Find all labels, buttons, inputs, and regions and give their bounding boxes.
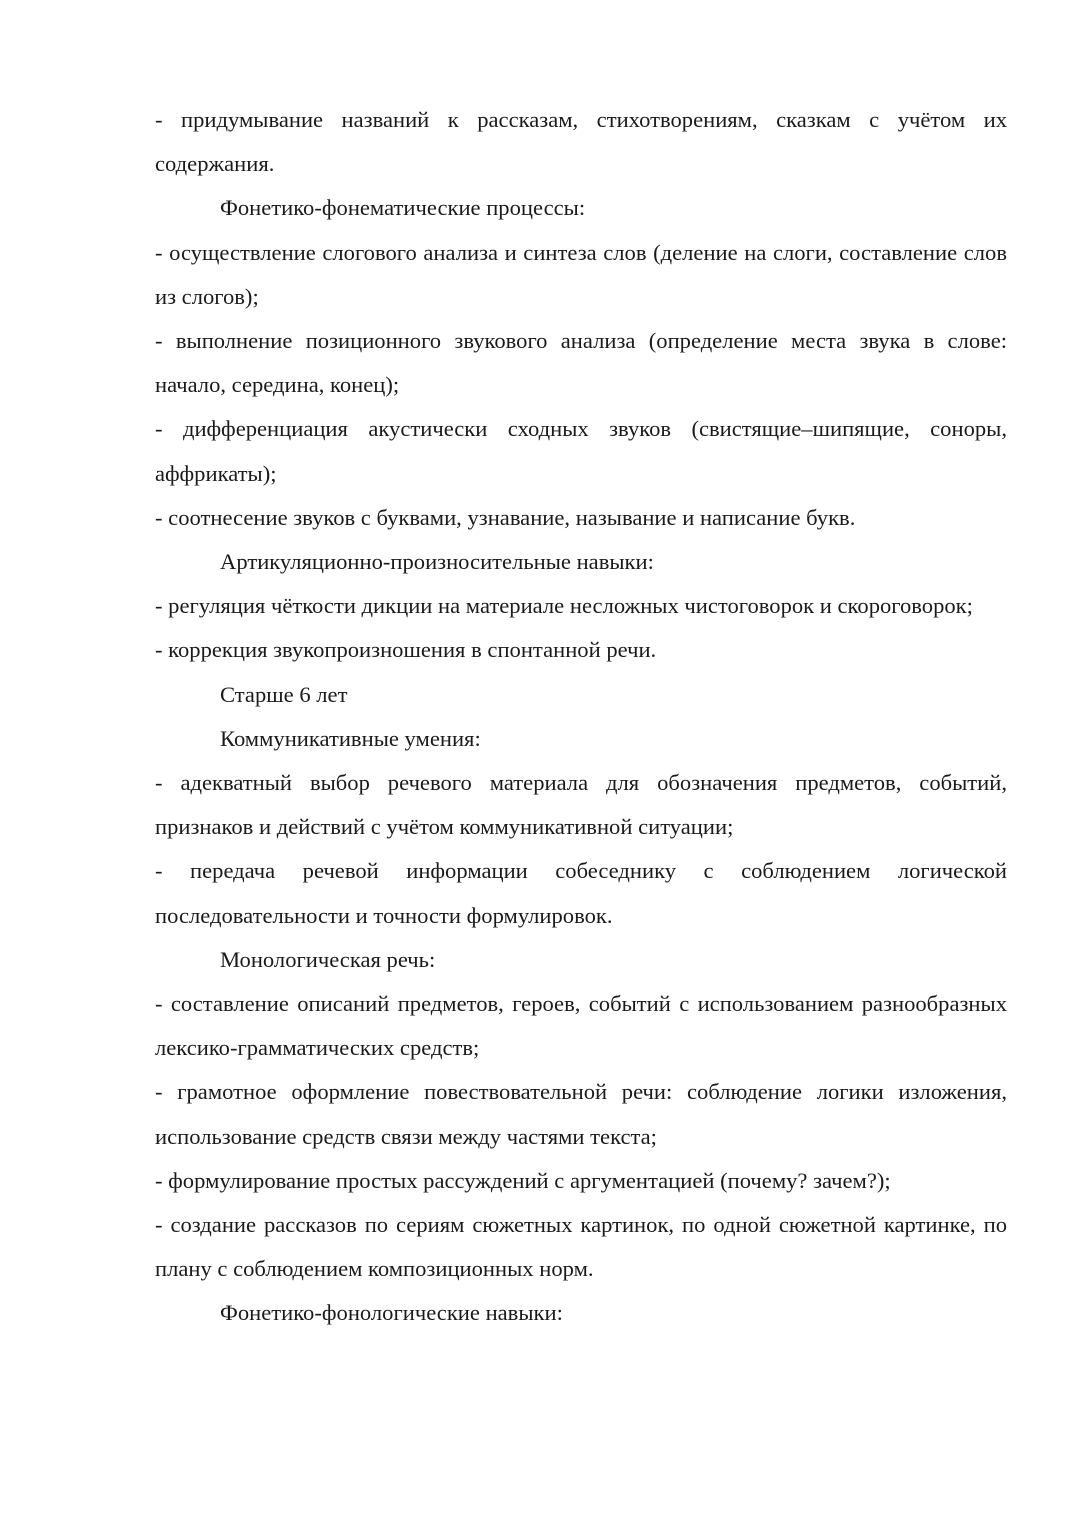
document-body (155, 98, 1007, 1336)
list-item: - выполнение позиционного звукового анализа (определение места звука в слове: начало, середина, конец); (155, 328, 1007, 398)
list-item: - осуществление слогового анализа и синтеза слов (деление на слоги, составление слов из слогов); (155, 239, 1007, 309)
section-heading: Коммуникативные умения: (220, 725, 481, 751)
list-item: - дифференциация акустически сходных звуков (свистящие–шипящие, соноры, аффрикаты); (155, 416, 1007, 486)
section-heading: Фонетико-фонологические навыки: (220, 1300, 563, 1326)
section-heading: Монологическая речь: (220, 946, 436, 972)
section-heading: Фонетико-фонематические процессы: (220, 195, 586, 221)
list-item: - придумывание названий к рассказам, стихотворениям, сказкам с учётом их содержания. (155, 107, 1007, 177)
section-heading: Артикуляционно-произносительные навыки: (220, 549, 654, 575)
list-item: - передача речевой информации собеседнику с соблюдением логической последовательности и точности формулировок. (155, 858, 1007, 928)
list-item: - составление описаний предметов, героев, событий с использованием разнообразных лексико-грамматических средств; (155, 991, 1007, 1061)
list-item: - адекватный выбор речевого материала для обозначения предметов, событий, признаков и действий с учётом коммуникативной ситуации; (155, 770, 1007, 840)
list-item: - создание рассказов по сериям сюжетных картинок, по одной сюжетной картинке, по плану с соблюдением композиционных норм. (155, 1212, 1007, 1282)
list-item: - соотнесение звуков с буквами, узнавание, называние и написание букв. (155, 504, 856, 530)
list-item: - формулирование простых рассуждений с аргументацией (почему? зачем?); (155, 1167, 891, 1193)
list-item: - коррекция звукопроизношения в спонтанной речи. (155, 637, 657, 663)
list-item: - регуляция чёткости дикции на материале несложных чистоговорок и скороговорок; (155, 593, 973, 619)
list-item: - грамотное оформление повествовательной речи: соблюдение логики изложения, использование средств связи между частями текста; (155, 1079, 1007, 1149)
age-group-heading: Старше 6 лет (220, 681, 348, 707)
